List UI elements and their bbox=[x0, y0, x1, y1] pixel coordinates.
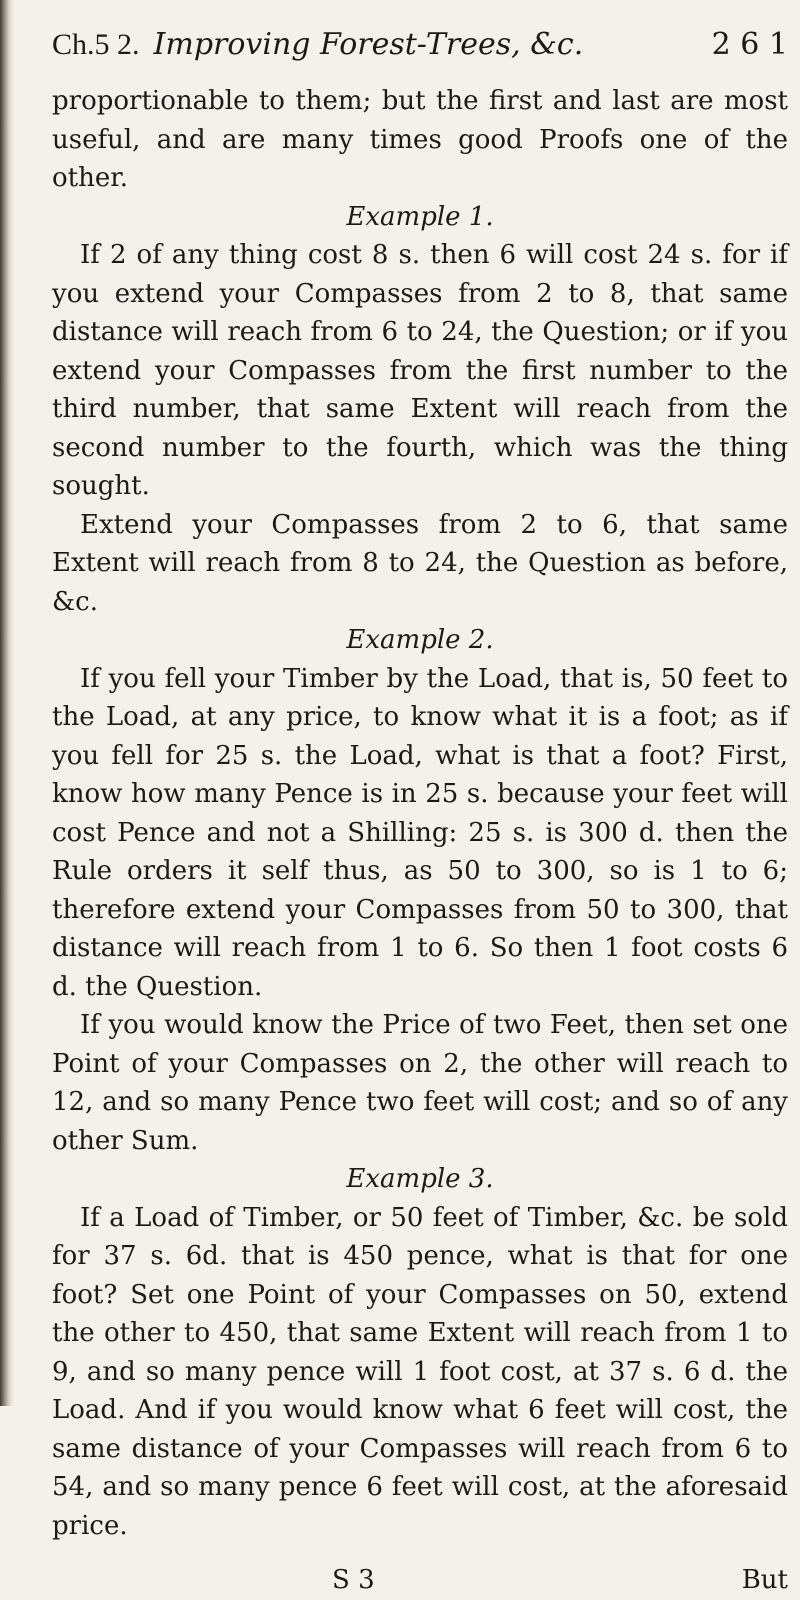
intro-paragraph: proportionable to them; but the first and last are most useful, and are many times good Proofs one of the other. bbox=[52, 86, 788, 193]
example-2-paragraph-1: If you fell your Timber by the Load, that is, 50 feet to the Load, at any price, to know what it is a foot; as if you fell for 25 s. the Load, what is that a foot? First, know how many Pence is in 25 s. because your feet will cost Pence and not a Shilling: 25 s. is 300 d. then the Rule orders it self thus, as 50 to 300, so is 1 to 6; therefore extend your Compasses from 50 to 300, that distance will reach from 1 to 6. So then 1 foot costs 6 d. the Question. bbox=[52, 663, 788, 1002]
page-binding-edge bbox=[0, 0, 14, 1406]
page-number: 2 6 1 bbox=[711, 27, 788, 62]
chapter-label: Ch.5 2. bbox=[52, 28, 140, 61]
example-1-paragraph-1: If 2 of any thing cost 8 s. then 6 will cost 24 s. for if you extend your Compasses from 2 to 8, that same distance will reach from 6 to 24, the Question; or if you extend your Compasses from the first number to the third number, that same Extent will reach from the second number to the fourth, which was the thing sought. bbox=[52, 240, 788, 501]
example-1-paragraph-2: Extend your Compasses from 2 to 6, that same Extent will reach from 8 to 24, the Question as before, &c. bbox=[52, 509, 788, 617]
running-title: Improving Forest-Trees, &c. bbox=[153, 27, 584, 62]
example-2-paragraph-2: If you would know the Price of two Feet, then set one Point of your Compasses on 2, the other will reach to 12, and so many Pence two feet will cost; and so of any other Sum. bbox=[52, 1010, 788, 1156]
example-3-heading: Example 3. bbox=[346, 1164, 494, 1194]
catchword: But bbox=[741, 1565, 788, 1595]
running-head bbox=[52, 26, 788, 82]
example-2-heading: Example 2. bbox=[346, 625, 494, 655]
signature-mark: S 3 bbox=[332, 1565, 375, 1595]
page-footer bbox=[52, 1561, 788, 1600]
example-1-heading: Example 1. bbox=[346, 201, 494, 232]
book-page bbox=[52, 26, 788, 1600]
example-3-paragraph-1: If a Load of Timber, or 50 feet of Timber, &c. be sold for 37 s. 6d. that is 450 pence, what is that for one foot? Set one Point of your Compasses on 50, extend the other to 450, that same Extent will reach from 1 to 9, and so many pence will 1 foot cost, at 37 s. 6 d. the Load. And if you would know what 6 feet will cost, the same distance of your Compasses will reach from 6 to 54, and so many pence 6 feet will cost, at the aforesaid price. bbox=[52, 1202, 788, 1541]
